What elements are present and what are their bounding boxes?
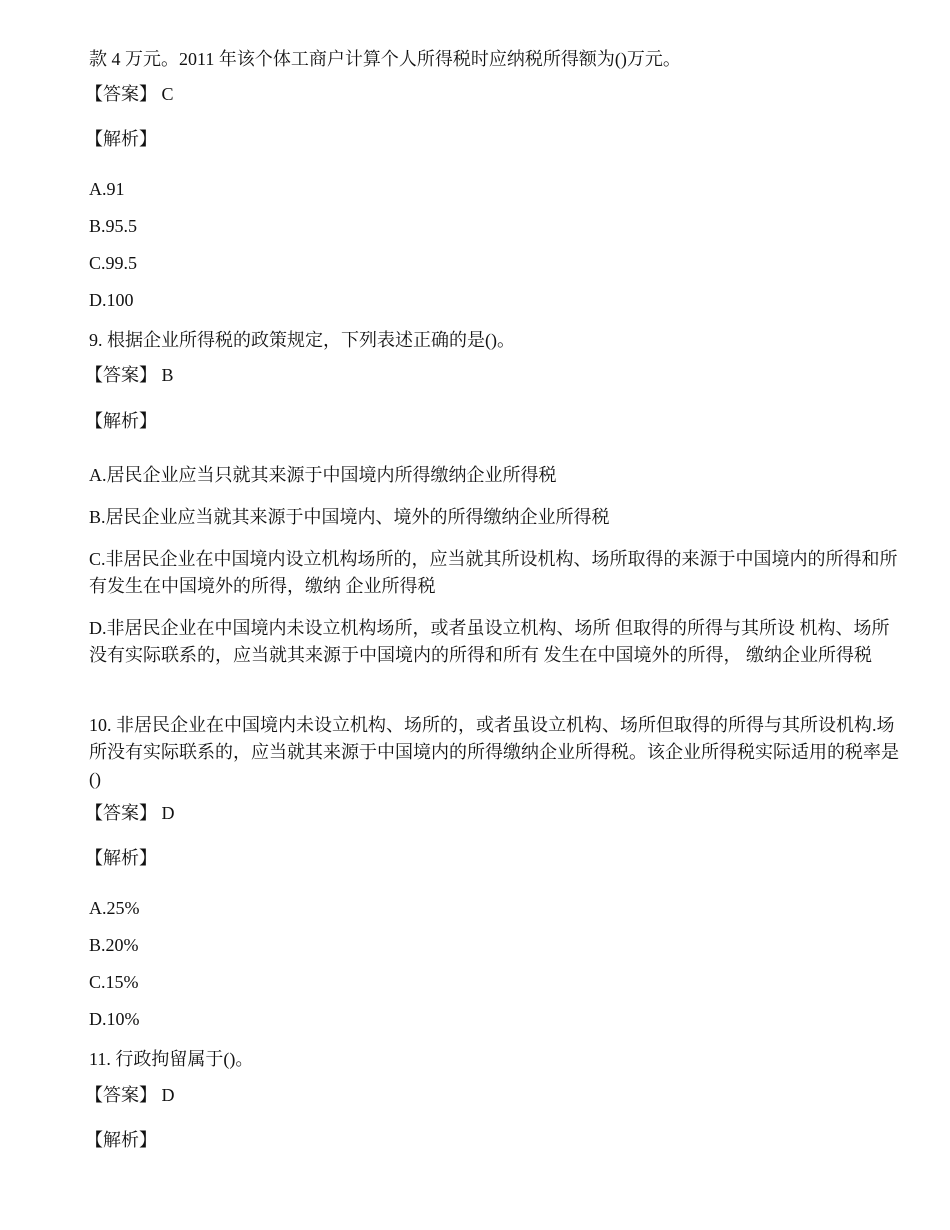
option-c: C.15% [89,972,139,992]
option-d: D.10% [89,1009,140,1029]
analysis-label: 【解析】 [85,848,157,868]
option-d: D.100 [89,290,134,310]
analysis-label: 【解析】 [85,129,157,149]
option-b: B.居民企业应当就其来源于中国境内、境外的所得缴纳企业所得税 [89,507,610,527]
answer-label: 【答案】 B [85,365,174,385]
analysis-label: 【解析】 [85,1130,157,1150]
answer-label: 【答案】 C [85,84,174,104]
answer-label: 【答案】 D [85,1085,175,1105]
answer-label: 【答案】 D [85,803,175,823]
question-continuation: 款 4 万元。2011 年该个体工商户计算个人所得税时应纳税所得额为()万元。 [89,49,681,69]
option-b: B.95.5 [89,216,138,236]
question-10: 10. 非居民企业在中国境内未设立机构、场所的，或者虽设立机构、场所但取得的所得与其所设机构.场所没有实际联系的，应当就其来源于中国境内的所得缴纳企业所得税。该企业所得税实际适用的税率是() [89,715,899,789]
option-a: A.91 [89,179,125,199]
question-9: 9. 根据企业所得税的政策规定，下列表述正确的是()。 [89,330,515,350]
option-b: B.20% [89,935,139,955]
option-c: C.非居民企业在中国境内设立机构场所的，应当就其所设机构、场所取得的来源于中国境内的所得和所有发生在中国境外的所得，缴纳 企业所得税 [89,549,898,596]
option-a: A.居民企业应当只就其来源于中国境内所得缴纳企业所得税 [89,465,557,485]
option-c: C.99.5 [89,253,138,273]
question-11: 11. 行政拘留属于()。 [89,1049,254,1069]
option-d: D.非居民企业在中国境内未设立机构场所，或者虽设立机构、场所 但取得的所得与其所设 机构、场所没有实际联系的，应当就其来源于中国境内的所得和所有 发生在中国境外的所得， 缴纳企业所得税 [89,618,890,665]
analysis-label: 【解析】 [85,411,157,431]
option-a: A.25% [89,898,140,918]
